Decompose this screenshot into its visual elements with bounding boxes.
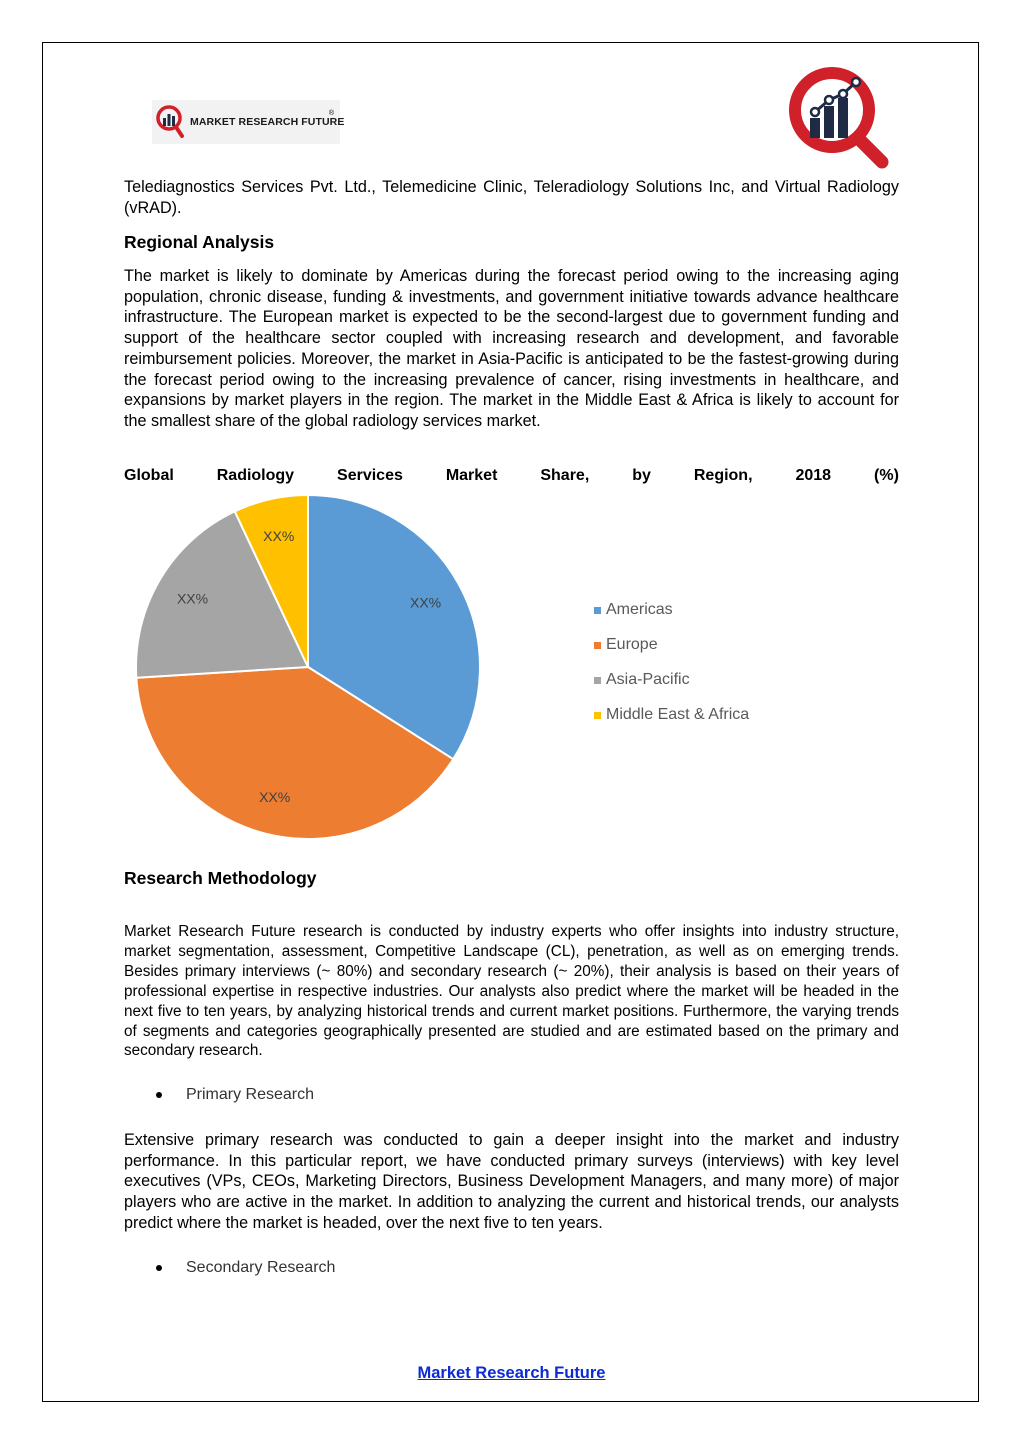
methodology-paragraph: Market Research Future research is conducted by industry experts who offer insights into industry structure, market segmentation, assessment, Competitive Landscape (CL), penetration, as well as on emerging trends. Besides primary interviews (~ 80%) and secondary research (~ 20%), their analysis is based on their years of professional expertise in respective industries. Our analysts also predict where the market will be headed in the next five to ten years, by analyzing historical trends and current market positions. Furthermore, the varying trends of segments and categories geographically presented are studied and are estimated based on the primary and secondary research.	[124, 923, 899, 1060]
bullet-icon	[156, 1265, 162, 1271]
legend-label: Americas	[606, 601, 673, 618]
slice-label: XX%	[263, 528, 295, 545]
registered-mark: ®	[328, 110, 334, 117]
legend-label: Europe	[606, 636, 658, 653]
chart-title-word: Share,	[540, 467, 590, 484]
chart-title-word: (%)	[874, 467, 899, 484]
chart-title-word: by	[632, 467, 651, 484]
chart-title-word: Services	[337, 467, 403, 484]
intro-paragraph: Telediagnostics Services Pvt. Ltd., Telemedicine Clinic, Teleradiology Solutions Inc, and Virtual Radiology (vRAD).	[124, 178, 899, 217]
legend-swatch	[594, 642, 601, 649]
chart-title	[124, 467, 899, 485]
bullet-label: Primary Research	[186, 1086, 315, 1103]
footer-link[interactable]: Market Research Future	[417, 1364, 606, 1382]
slice-label: XX%	[410, 594, 442, 611]
bullet-icon	[156, 1092, 162, 1098]
chart-title-word: Market	[445, 467, 498, 484]
regional-analysis-paragraph: The market is likely to dominate by Americas during the forecast period owing to the increasing aging population, chronic disease, funding & investments, and government initiative towards advance healthcare infrastructure. The European market is expected to be the second-largest due to government funding and support of the healthcare sector coupled with increasing research and development, and favorable reimbursement policies. Moreover, the market in Asia-Pacific is anticipated to be the fastest-growing during the forecast period owing to the increasing prevalence of cancer, rising investments in healthcare, and expansions by market players in the region. The market in the Middle East & Africa is likely to account for the smallest share of the global radiology services market.	[124, 267, 899, 430]
primary-research-paragraph: Extensive primary research was conducted to gain a deeper insight into the market and industry performance. In this particular report, we have conducted primary surveys (interviews) with key level executives (VPs, CEOs, Marketing Directors, Business Development Managers, and many more) of major players who are active in the market. In addition to analyzing the current and historical trends, our analysts predict where the market is headed, over the next five to ten years.	[124, 1131, 899, 1232]
chart-title-word: Radiology	[216, 467, 295, 484]
pie-chart	[120, 490, 800, 850]
regional-analysis-heading: Regional Analysis	[124, 232, 275, 252]
legend-swatch	[594, 677, 601, 684]
legend-swatch	[594, 712, 601, 719]
chart-title-word: Global	[124, 467, 174, 484]
chart-title-word: 2018	[795, 467, 832, 484]
bullet-secondary-research	[156, 1259, 335, 1277]
brand-name: MARKET RESEARCH FUTURE	[190, 116, 345, 128]
magnifier-chart-icon	[156, 105, 184, 139]
legend-label: Middle East & Africa	[606, 706, 750, 723]
bullet-label: Secondary Research	[186, 1259, 336, 1276]
bullet-primary-research	[156, 1086, 314, 1104]
chart-title-word: Region,	[693, 467, 753, 484]
research-methodology-heading: Research Methodology	[124, 868, 317, 888]
magnifier-chart-icon-large	[786, 66, 890, 170]
brand-logo	[152, 100, 345, 144]
slice-label: XX%	[259, 788, 291, 805]
legend-swatch	[594, 607, 601, 614]
slice-label: XX%	[176, 590, 209, 607]
legend-label: Asia-Pacific	[606, 671, 690, 688]
